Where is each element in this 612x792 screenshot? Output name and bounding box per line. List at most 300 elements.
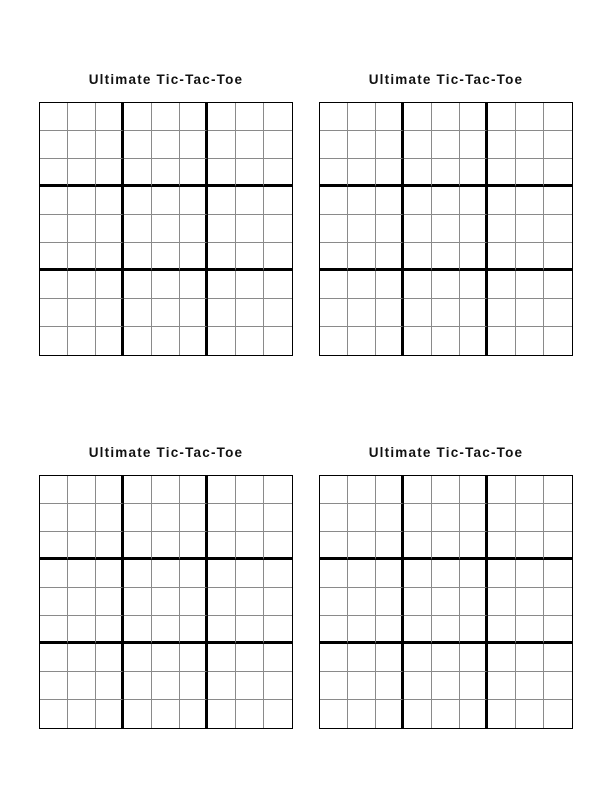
board-cell[interactable]	[320, 532, 348, 560]
board-cell[interactable]	[404, 243, 432, 271]
board-cell[interactable]	[68, 271, 96, 299]
board-cell[interactable]	[96, 159, 124, 187]
board-cell[interactable]	[320, 187, 348, 215]
board-cell[interactable]	[180, 476, 208, 504]
board-cell[interactable]	[124, 271, 152, 299]
board-cell[interactable]	[516, 299, 544, 327]
board-cell[interactable]	[180, 215, 208, 243]
board-cell[interactable]	[488, 215, 516, 243]
board-cell[interactable]	[180, 159, 208, 187]
board-cell[interactable]	[208, 700, 236, 728]
board-cell[interactable]	[488, 327, 516, 355]
board-cell[interactable]	[544, 644, 572, 672]
board-cell[interactable]	[460, 476, 488, 504]
board-cell[interactable]	[96, 243, 124, 271]
board-cell[interactable]	[544, 532, 572, 560]
board-cell[interactable]	[404, 672, 432, 700]
board-cell[interactable]	[40, 672, 68, 700]
board-cell[interactable]	[124, 532, 152, 560]
board-cell[interactable]	[376, 672, 404, 700]
board-cell[interactable]	[544, 299, 572, 327]
board-cell[interactable]	[208, 159, 236, 187]
board-cell[interactable]	[516, 271, 544, 299]
board-cell[interactable]	[68, 299, 96, 327]
board-cell[interactable]	[432, 299, 460, 327]
board-cell[interactable]	[376, 271, 404, 299]
board-cell[interactable]	[208, 187, 236, 215]
board-cell[interactable]	[516, 504, 544, 532]
board-cell[interactable]	[152, 532, 180, 560]
board-cell[interactable]	[544, 103, 572, 131]
board-cell[interactable]	[208, 672, 236, 700]
board-cell[interactable]	[40, 271, 68, 299]
board-cell[interactable]	[460, 187, 488, 215]
board-cell[interactable]	[404, 327, 432, 355]
board-cell[interactable]	[516, 159, 544, 187]
board-cell[interactable]	[432, 271, 460, 299]
board-cell[interactable]	[544, 131, 572, 159]
board-cell[interactable]	[264, 159, 292, 187]
board-cell[interactable]	[432, 672, 460, 700]
board-cell[interactable]	[236, 187, 264, 215]
board-cell[interactable]	[68, 327, 96, 355]
board-cell[interactable]	[404, 560, 432, 588]
board-cell[interactable]	[320, 644, 348, 672]
board-cell[interactable]	[432, 504, 460, 532]
board-cell[interactable]	[236, 476, 264, 504]
board-cell[interactable]	[432, 476, 460, 504]
board-cell[interactable]	[348, 271, 376, 299]
board-cell[interactable]	[40, 159, 68, 187]
board-cell[interactable]	[488, 700, 516, 728]
board-cell[interactable]	[404, 476, 432, 504]
board-cell[interactable]	[124, 672, 152, 700]
board-cell[interactable]	[236, 504, 264, 532]
board-cell[interactable]	[264, 243, 292, 271]
board-cell[interactable]	[152, 215, 180, 243]
board-cell[interactable]	[236, 644, 264, 672]
board-cell[interactable]	[460, 271, 488, 299]
board-cell[interactable]	[348, 616, 376, 644]
board-cell[interactable]	[68, 243, 96, 271]
board-cell[interactable]	[208, 616, 236, 644]
board-cell[interactable]	[460, 672, 488, 700]
board-cell[interactable]	[488, 504, 516, 532]
board-cell[interactable]	[488, 588, 516, 616]
board-cell[interactable]	[460, 131, 488, 159]
board-cell[interactable]	[264, 103, 292, 131]
board-cell[interactable]	[124, 187, 152, 215]
board-cell[interactable]	[376, 243, 404, 271]
board-cell[interactable]	[404, 103, 432, 131]
board-cell[interactable]	[68, 215, 96, 243]
board-cell[interactable]	[404, 159, 432, 187]
board-cell[interactable]	[124, 243, 152, 271]
board-cell[interactable]	[152, 299, 180, 327]
board-cell[interactable]	[516, 103, 544, 131]
board-cell[interactable]	[96, 560, 124, 588]
board-cell[interactable]	[404, 504, 432, 532]
board-cell[interactable]	[348, 588, 376, 616]
board-cell[interactable]	[544, 476, 572, 504]
board-cell[interactable]	[376, 215, 404, 243]
board-cell[interactable]	[180, 299, 208, 327]
board-cell[interactable]	[152, 476, 180, 504]
board-cell[interactable]	[264, 215, 292, 243]
board-cell[interactable]	[488, 560, 516, 588]
board-cell[interactable]	[40, 215, 68, 243]
board-cell[interactable]	[40, 532, 68, 560]
board-cell[interactable]	[320, 215, 348, 243]
board-cell[interactable]	[124, 103, 152, 131]
board-cell[interactable]	[460, 532, 488, 560]
board-cell[interactable]	[236, 299, 264, 327]
board-cell[interactable]	[236, 243, 264, 271]
board-cell[interactable]	[320, 159, 348, 187]
board-cell[interactable]	[264, 271, 292, 299]
board-cell[interactable]	[236, 159, 264, 187]
board-cell[interactable]	[544, 700, 572, 728]
board-cell[interactable]	[124, 504, 152, 532]
board-cell[interactable]	[348, 187, 376, 215]
board-cell[interactable]	[432, 560, 460, 588]
board-cell[interactable]	[124, 560, 152, 588]
board-cell[interactable]	[460, 327, 488, 355]
board-cell[interactable]	[68, 131, 96, 159]
board-cell[interactable]	[544, 215, 572, 243]
board-cell[interactable]	[376, 131, 404, 159]
board-cell[interactable]	[404, 299, 432, 327]
board-cell[interactable]	[432, 532, 460, 560]
board-cell[interactable]	[404, 131, 432, 159]
board-cell[interactable]	[320, 700, 348, 728]
board-cell[interactable]	[152, 588, 180, 616]
board-cell[interactable]	[488, 616, 516, 644]
board-cell[interactable]	[264, 131, 292, 159]
board-cell[interactable]	[516, 560, 544, 588]
board-cell[interactable]	[208, 299, 236, 327]
board-cell[interactable]	[40, 504, 68, 532]
board-cell[interactable]	[516, 672, 544, 700]
board-cell[interactable]	[180, 327, 208, 355]
board-cell[interactable]	[516, 476, 544, 504]
board-cell[interactable]	[432, 243, 460, 271]
board-cell[interactable]	[208, 532, 236, 560]
board-cell[interactable]	[432, 131, 460, 159]
board-cell[interactable]	[516, 131, 544, 159]
board-cell[interactable]	[460, 588, 488, 616]
board-cell[interactable]	[320, 616, 348, 644]
board-cell[interactable]	[124, 159, 152, 187]
board-cell[interactable]	[96, 271, 124, 299]
board-cell[interactable]	[96, 476, 124, 504]
board-cell[interactable]	[236, 560, 264, 588]
board-cell[interactable]	[40, 616, 68, 644]
board-cell[interactable]	[180, 271, 208, 299]
board-cell[interactable]	[460, 243, 488, 271]
board-cell[interactable]	[180, 187, 208, 215]
board-cell[interactable]	[264, 644, 292, 672]
board-cell[interactable]	[208, 588, 236, 616]
board-cell[interactable]	[180, 243, 208, 271]
board-cell[interactable]	[96, 131, 124, 159]
board-cell[interactable]	[264, 560, 292, 588]
board-cell[interactable]	[516, 532, 544, 560]
board-cell[interactable]	[488, 243, 516, 271]
board-cell[interactable]	[40, 103, 68, 131]
board-cell[interactable]	[488, 103, 516, 131]
board-cell[interactable]	[208, 327, 236, 355]
board-cell[interactable]	[404, 644, 432, 672]
board-cell[interactable]	[68, 532, 96, 560]
board-cell[interactable]	[460, 700, 488, 728]
board-cell[interactable]	[404, 700, 432, 728]
board-cell[interactable]	[544, 616, 572, 644]
board-cell[interactable]	[460, 299, 488, 327]
board-cell[interactable]	[264, 588, 292, 616]
board-cell[interactable]	[96, 327, 124, 355]
board-cell[interactable]	[348, 504, 376, 532]
board-cell[interactable]	[40, 131, 68, 159]
board-cell[interactable]	[208, 103, 236, 131]
board-cell[interactable]	[432, 644, 460, 672]
board-cell[interactable]	[152, 271, 180, 299]
board-cell[interactable]	[40, 700, 68, 728]
board-cell[interactable]	[348, 700, 376, 728]
board-cell[interactable]	[40, 327, 68, 355]
board-cell[interactable]	[348, 672, 376, 700]
board-cell[interactable]	[152, 672, 180, 700]
board-cell[interactable]	[208, 271, 236, 299]
board-cell[interactable]	[544, 327, 572, 355]
board-cell[interactable]	[180, 532, 208, 560]
board-cell[interactable]	[376, 327, 404, 355]
board-cell[interactable]	[152, 616, 180, 644]
board-cell[interactable]	[124, 616, 152, 644]
board-cell[interactable]	[124, 644, 152, 672]
board-cell[interactable]	[264, 299, 292, 327]
board-cell[interactable]	[152, 159, 180, 187]
board-cell[interactable]	[544, 588, 572, 616]
board-cell[interactable]	[320, 327, 348, 355]
board-cell[interactable]	[516, 327, 544, 355]
board-cell[interactable]	[376, 532, 404, 560]
board-cell[interactable]	[40, 299, 68, 327]
board-cell[interactable]	[124, 327, 152, 355]
board-cell[interactable]	[180, 616, 208, 644]
board-cell[interactable]	[544, 159, 572, 187]
board-cell[interactable]	[180, 588, 208, 616]
board-cell[interactable]	[68, 504, 96, 532]
board-cell[interactable]	[544, 187, 572, 215]
board-cell[interactable]	[488, 131, 516, 159]
board-cell[interactable]	[348, 476, 376, 504]
board-cell[interactable]	[180, 700, 208, 728]
board-cell[interactable]	[124, 700, 152, 728]
board-cell[interactable]	[152, 560, 180, 588]
board-cell[interactable]	[152, 327, 180, 355]
board-cell[interactable]	[180, 504, 208, 532]
board-cell[interactable]	[432, 187, 460, 215]
board-cell[interactable]	[320, 504, 348, 532]
board-cell[interactable]	[40, 644, 68, 672]
board-cell[interactable]	[96, 187, 124, 215]
board-cell[interactable]	[516, 243, 544, 271]
board-cell[interactable]	[544, 560, 572, 588]
board-cell[interactable]	[40, 588, 68, 616]
board-cell[interactable]	[264, 476, 292, 504]
board-cell[interactable]	[264, 700, 292, 728]
board-cell[interactable]	[236, 532, 264, 560]
board-cell[interactable]	[516, 616, 544, 644]
board-cell[interactable]	[208, 560, 236, 588]
board-cell[interactable]	[180, 672, 208, 700]
board-cell[interactable]	[320, 131, 348, 159]
board-cell[interactable]	[236, 588, 264, 616]
board-cell[interactable]	[488, 672, 516, 700]
board-cell[interactable]	[152, 187, 180, 215]
board-cell[interactable]	[264, 327, 292, 355]
board-cell[interactable]	[376, 644, 404, 672]
board-cell[interactable]	[236, 103, 264, 131]
board-cell[interactable]	[152, 700, 180, 728]
board-cell[interactable]	[376, 560, 404, 588]
board-cell[interactable]	[180, 560, 208, 588]
board-cell[interactable]	[488, 299, 516, 327]
board-cell[interactable]	[152, 243, 180, 271]
board-cell[interactable]	[264, 504, 292, 532]
board-cell[interactable]	[152, 504, 180, 532]
board-cell[interactable]	[348, 103, 376, 131]
board-cell[interactable]	[96, 103, 124, 131]
board-cell[interactable]	[432, 588, 460, 616]
board-cell[interactable]	[236, 672, 264, 700]
board-cell[interactable]	[404, 271, 432, 299]
board-cell[interactable]	[180, 644, 208, 672]
board-cell[interactable]	[432, 327, 460, 355]
board-cell[interactable]	[320, 103, 348, 131]
board-cell[interactable]	[208, 644, 236, 672]
board-cell[interactable]	[460, 159, 488, 187]
board-cell[interactable]	[320, 588, 348, 616]
board-cell[interactable]	[460, 644, 488, 672]
board-cell[interactable]	[404, 187, 432, 215]
board-cell[interactable]	[544, 243, 572, 271]
board-cell[interactable]	[376, 103, 404, 131]
board-cell[interactable]	[68, 588, 96, 616]
board-cell[interactable]	[460, 504, 488, 532]
board-cell[interactable]	[68, 644, 96, 672]
board-cell[interactable]	[320, 560, 348, 588]
board-cell[interactable]	[348, 560, 376, 588]
board-cell[interactable]	[68, 700, 96, 728]
board-cell[interactable]	[68, 476, 96, 504]
board-cell[interactable]	[96, 215, 124, 243]
board-cell[interactable]	[152, 103, 180, 131]
board-cell[interactable]	[208, 476, 236, 504]
board-cell[interactable]	[96, 588, 124, 616]
board-cell[interactable]	[264, 616, 292, 644]
board-cell[interactable]	[460, 560, 488, 588]
board-cell[interactable]	[236, 327, 264, 355]
board-cell[interactable]	[124, 215, 152, 243]
board-cell[interactable]	[488, 532, 516, 560]
board-cell[interactable]	[516, 588, 544, 616]
board-cell[interactable]	[460, 103, 488, 131]
board-cell[interactable]	[236, 616, 264, 644]
board-cell[interactable]	[180, 103, 208, 131]
board-cell[interactable]	[236, 271, 264, 299]
board-cell[interactable]	[264, 672, 292, 700]
board-cell[interactable]	[124, 588, 152, 616]
board-cell[interactable]	[348, 159, 376, 187]
board-cell[interactable]	[516, 644, 544, 672]
board-cell[interactable]	[488, 644, 516, 672]
board-cell[interactable]	[516, 215, 544, 243]
board-cell[interactable]	[236, 131, 264, 159]
board-cell[interactable]	[96, 672, 124, 700]
board-cell[interactable]	[404, 616, 432, 644]
board-cell[interactable]	[96, 700, 124, 728]
board-cell[interactable]	[68, 672, 96, 700]
board-cell[interactable]	[40, 187, 68, 215]
board-cell[interactable]	[96, 616, 124, 644]
board-cell[interactable]	[348, 644, 376, 672]
board-cell[interactable]	[152, 131, 180, 159]
board-cell[interactable]	[68, 616, 96, 644]
board-cell[interactable]	[404, 532, 432, 560]
board-cell[interactable]	[180, 131, 208, 159]
board-cell[interactable]	[236, 700, 264, 728]
board-cell[interactable]	[460, 215, 488, 243]
board-cell[interactable]	[68, 187, 96, 215]
board-cell[interactable]	[376, 187, 404, 215]
board-cell[interactable]	[488, 159, 516, 187]
board-cell[interactable]	[404, 588, 432, 616]
board-cell[interactable]	[544, 672, 572, 700]
board-cell[interactable]	[516, 700, 544, 728]
board-cell[interactable]	[40, 560, 68, 588]
board-cell[interactable]	[544, 271, 572, 299]
board-cell[interactable]	[488, 187, 516, 215]
board-cell[interactable]	[376, 700, 404, 728]
board-cell[interactable]	[432, 616, 460, 644]
board-cell[interactable]	[432, 103, 460, 131]
board-cell[interactable]	[348, 243, 376, 271]
board-cell[interactable]	[348, 215, 376, 243]
board-cell[interactable]	[488, 476, 516, 504]
board-cell[interactable]	[320, 271, 348, 299]
board-cell[interactable]	[236, 215, 264, 243]
board-cell[interactable]	[264, 532, 292, 560]
board-cell[interactable]	[96, 504, 124, 532]
board-cell[interactable]	[460, 616, 488, 644]
board-cell[interactable]	[376, 476, 404, 504]
board-cell[interactable]	[68, 159, 96, 187]
board-cell[interactable]	[376, 299, 404, 327]
board-cell[interactable]	[348, 532, 376, 560]
board-cell[interactable]	[516, 187, 544, 215]
board-cell[interactable]	[40, 243, 68, 271]
board-cell[interactable]	[40, 476, 68, 504]
board-cell[interactable]	[348, 131, 376, 159]
board-cell[interactable]	[264, 187, 292, 215]
board-cell[interactable]	[152, 644, 180, 672]
board-cell[interactable]	[68, 560, 96, 588]
board-cell[interactable]	[376, 588, 404, 616]
board-cell[interactable]	[404, 215, 432, 243]
board-cell[interactable]	[320, 476, 348, 504]
